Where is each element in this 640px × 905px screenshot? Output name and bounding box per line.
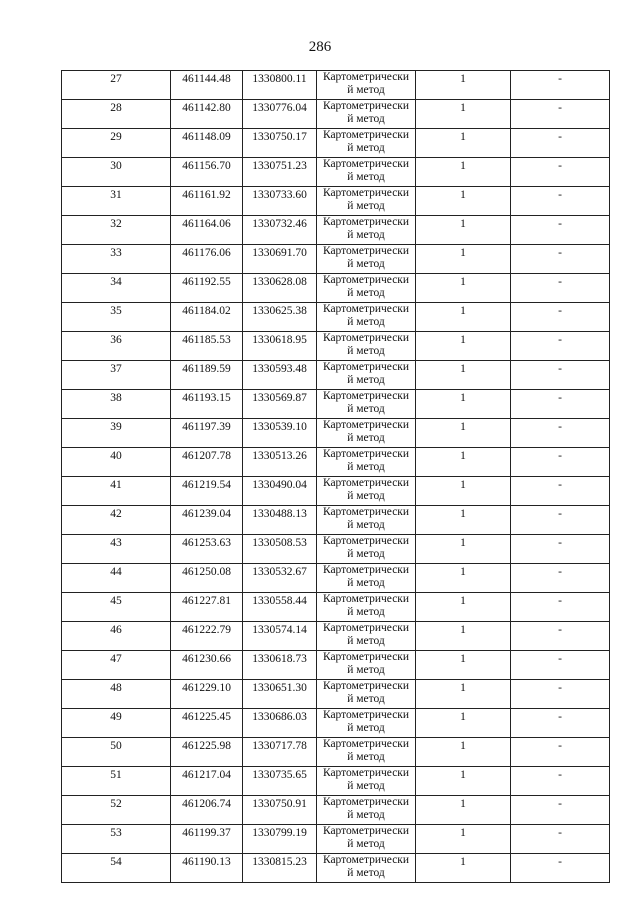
x-coordinate-cell: 461229.10 xyxy=(171,680,243,709)
accuracy-cell: 1 xyxy=(416,796,511,825)
method-text-line1: Картометрически xyxy=(322,796,410,808)
method-cell xyxy=(317,216,416,245)
note-cell: - xyxy=(511,448,610,477)
accuracy-cell: 1 xyxy=(416,274,511,303)
method-cell xyxy=(317,535,416,564)
y-coordinate-cell: 1330569.87 xyxy=(243,390,317,419)
point-number-cell: 40 xyxy=(62,448,171,477)
y-coordinate-cell: 1330558.44 xyxy=(243,593,317,622)
point-number-cell: 30 xyxy=(62,158,171,187)
x-coordinate-cell: 461148.09 xyxy=(171,129,243,158)
note-cell: - xyxy=(511,535,610,564)
accuracy-cell: 1 xyxy=(416,738,511,767)
table-row xyxy=(62,158,610,187)
table-row xyxy=(62,709,610,738)
accuracy-cell: 1 xyxy=(416,767,511,796)
table-row xyxy=(62,680,610,709)
method-cell xyxy=(317,361,416,390)
accuracy-cell: 1 xyxy=(416,448,511,477)
note-cell: - xyxy=(511,593,610,622)
table-row xyxy=(62,187,610,216)
accuracy-cell: 1 xyxy=(416,216,511,245)
point-number-cell: 28 xyxy=(62,100,171,129)
x-coordinate-cell: 461217.04 xyxy=(171,767,243,796)
method-text-line2: й метод xyxy=(347,286,385,299)
method-text-line2: й метод xyxy=(347,866,385,879)
method-text-line1: Картометрически xyxy=(322,680,410,692)
x-coordinate-cell: 461225.45 xyxy=(171,709,243,738)
note-cell: - xyxy=(511,506,610,535)
x-coordinate-cell: 461189.59 xyxy=(171,361,243,390)
x-coordinate-cell: 461144.48 xyxy=(171,71,243,100)
point-number-cell: 41 xyxy=(62,477,171,506)
method-text-line2: й метод xyxy=(347,112,385,125)
note-cell: - xyxy=(511,738,610,767)
method-text-line2: й метод xyxy=(347,315,385,328)
y-coordinate-cell: 1330593.48 xyxy=(243,361,317,390)
method-cell xyxy=(317,390,416,419)
method-text-line1: Картометрически xyxy=(322,854,410,866)
method-cell xyxy=(317,854,416,883)
point-number-cell: 39 xyxy=(62,419,171,448)
method-cell xyxy=(317,796,416,825)
note-cell: - xyxy=(511,854,610,883)
point-number-cell: 46 xyxy=(62,622,171,651)
method-cell xyxy=(317,564,416,593)
x-coordinate-cell: 461142.80 xyxy=(171,100,243,129)
point-number-cell: 34 xyxy=(62,274,171,303)
y-coordinate-cell: 1330651.30 xyxy=(243,680,317,709)
point-number-cell: 37 xyxy=(62,361,171,390)
method-cell xyxy=(317,651,416,680)
point-number-cell: 29 xyxy=(62,129,171,158)
accuracy-cell: 1 xyxy=(416,854,511,883)
y-coordinate-cell: 1330625.38 xyxy=(243,303,317,332)
note-cell: - xyxy=(511,419,610,448)
method-text-line1: Картометрически xyxy=(322,274,410,286)
note-cell: - xyxy=(511,651,610,680)
note-cell: - xyxy=(511,332,610,361)
table-row xyxy=(62,274,610,303)
method-text-line1: Картометрически xyxy=(322,390,410,402)
method-text-line2: й метод xyxy=(347,663,385,676)
accuracy-cell: 1 xyxy=(416,825,511,854)
table-row xyxy=(62,564,610,593)
table-row xyxy=(62,216,610,245)
method-text-line1: Картометрически xyxy=(322,825,410,837)
y-coordinate-cell: 1330733.60 xyxy=(243,187,317,216)
y-coordinate-cell: 1330628.08 xyxy=(243,274,317,303)
table-row xyxy=(62,245,610,274)
note-cell: - xyxy=(511,274,610,303)
method-text-line2: й метод xyxy=(347,605,385,618)
method-cell xyxy=(317,767,416,796)
table-row xyxy=(62,303,610,332)
y-coordinate-cell: 1330776.04 xyxy=(243,100,317,129)
x-coordinate-cell: 461176.06 xyxy=(171,245,243,274)
method-cell xyxy=(317,129,416,158)
table-row xyxy=(62,332,610,361)
accuracy-cell: 1 xyxy=(416,506,511,535)
x-coordinate-cell: 461227.81 xyxy=(171,593,243,622)
point-number-cell: 50 xyxy=(62,738,171,767)
method-text-line2: й метод xyxy=(347,518,385,531)
accuracy-cell: 1 xyxy=(416,187,511,216)
method-cell xyxy=(317,825,416,854)
note-cell: - xyxy=(511,477,610,506)
y-coordinate-cell: 1330574.14 xyxy=(243,622,317,651)
method-cell xyxy=(317,622,416,651)
table-row xyxy=(62,100,610,129)
method-text-line2: й метод xyxy=(347,489,385,502)
point-number-cell: 48 xyxy=(62,680,171,709)
point-number-cell: 32 xyxy=(62,216,171,245)
point-number-cell: 52 xyxy=(62,796,171,825)
method-cell xyxy=(317,71,416,100)
x-coordinate-cell: 461230.66 xyxy=(171,651,243,680)
method-cell xyxy=(317,100,416,129)
accuracy-cell: 1 xyxy=(416,593,511,622)
table-row xyxy=(62,854,610,883)
y-coordinate-cell: 1330686.03 xyxy=(243,709,317,738)
note-cell: - xyxy=(511,796,610,825)
accuracy-cell: 1 xyxy=(416,419,511,448)
note-cell: - xyxy=(511,129,610,158)
method-cell xyxy=(317,158,416,187)
table-row xyxy=(62,535,610,564)
y-coordinate-cell: 1330717.78 xyxy=(243,738,317,767)
x-coordinate-cell: 461207.78 xyxy=(171,448,243,477)
x-coordinate-cell: 461156.70 xyxy=(171,158,243,187)
method-cell xyxy=(317,506,416,535)
method-text-line2: й метод xyxy=(347,750,385,763)
method-text-line2: й метод xyxy=(347,692,385,705)
accuracy-cell: 1 xyxy=(416,100,511,129)
y-coordinate-cell: 1330691.70 xyxy=(243,245,317,274)
table-row xyxy=(62,448,610,477)
method-text-line2: й метод xyxy=(347,402,385,415)
accuracy-cell: 1 xyxy=(416,680,511,709)
table-row xyxy=(62,651,610,680)
method-cell xyxy=(317,245,416,274)
method-text-line1: Картометрически xyxy=(322,564,410,576)
accuracy-cell: 1 xyxy=(416,564,511,593)
method-text-line2: й метод xyxy=(347,431,385,444)
accuracy-cell: 1 xyxy=(416,477,511,506)
method-text-line1: Картометрически xyxy=(322,477,410,489)
x-coordinate-cell: 461206.74 xyxy=(171,796,243,825)
method-text-line1: Картометрически xyxy=(322,767,410,779)
table-row xyxy=(62,593,610,622)
method-cell xyxy=(317,593,416,622)
x-coordinate-cell: 461225.98 xyxy=(171,738,243,767)
y-coordinate-cell: 1330800.11 xyxy=(243,71,317,100)
accuracy-cell: 1 xyxy=(416,303,511,332)
table-row xyxy=(62,738,610,767)
method-text-line1: Картометрически xyxy=(322,332,410,344)
point-number-cell: 33 xyxy=(62,245,171,274)
x-coordinate-cell: 461164.06 xyxy=(171,216,243,245)
table-row xyxy=(62,71,610,100)
method-text-line1: Картометрически xyxy=(322,738,410,750)
table-row xyxy=(62,419,610,448)
method-text-line1: Картометрически xyxy=(322,448,410,460)
method-text-line2: й метод xyxy=(347,721,385,734)
method-text-line2: й метод xyxy=(347,228,385,241)
y-coordinate-cell: 1330799.19 xyxy=(243,825,317,854)
y-coordinate-cell: 1330513.26 xyxy=(243,448,317,477)
method-text-line1: Картометрически xyxy=(322,303,410,315)
y-coordinate-cell: 1330751.23 xyxy=(243,158,317,187)
method-cell xyxy=(317,419,416,448)
point-number-cell: 27 xyxy=(62,71,171,100)
method-text-line1: Картометрически xyxy=(322,158,410,170)
method-text-line2: й метод xyxy=(347,779,385,792)
table-row xyxy=(62,506,610,535)
method-text-line2: й метод xyxy=(347,460,385,473)
accuracy-cell: 1 xyxy=(416,129,511,158)
method-text-line2: й метод xyxy=(347,199,385,212)
x-coordinate-cell: 461239.04 xyxy=(171,506,243,535)
y-coordinate-cell: 1330539.10 xyxy=(243,419,317,448)
accuracy-cell: 1 xyxy=(416,245,511,274)
point-number-cell: 54 xyxy=(62,854,171,883)
method-text-line1: Картометрически xyxy=(322,361,410,373)
y-coordinate-cell: 1330735.65 xyxy=(243,767,317,796)
point-number-cell: 53 xyxy=(62,825,171,854)
accuracy-cell: 1 xyxy=(416,332,511,361)
note-cell: - xyxy=(511,390,610,419)
x-coordinate-cell: 461190.13 xyxy=(171,854,243,883)
method-cell xyxy=(317,332,416,361)
note-cell: - xyxy=(511,187,610,216)
x-coordinate-cell: 461197.39 xyxy=(171,419,243,448)
x-coordinate-cell: 461219.54 xyxy=(171,477,243,506)
x-coordinate-cell: 461193.15 xyxy=(171,390,243,419)
note-cell: - xyxy=(511,303,610,332)
y-coordinate-cell: 1330508.53 xyxy=(243,535,317,564)
method-text-line1: Картометрически xyxy=(322,593,410,605)
table-row xyxy=(62,767,610,796)
method-text-line2: й метод xyxy=(347,576,385,589)
accuracy-cell: 1 xyxy=(416,709,511,738)
note-cell: - xyxy=(511,622,610,651)
method-cell xyxy=(317,274,416,303)
method-text-line1: Картометрически xyxy=(322,651,410,663)
method-text-line1: Картометрически xyxy=(322,216,410,228)
note-cell: - xyxy=(511,361,610,390)
method-text-line2: й метод xyxy=(347,344,385,357)
y-coordinate-cell: 1330618.73 xyxy=(243,651,317,680)
method-text-line2: й метод xyxy=(347,170,385,183)
x-coordinate-cell: 461253.63 xyxy=(171,535,243,564)
table-row xyxy=(62,390,610,419)
method-text-line2: й метод xyxy=(347,83,385,96)
y-coordinate-cell: 1330490.04 xyxy=(243,477,317,506)
table-row xyxy=(62,622,610,651)
note-cell: - xyxy=(511,71,610,100)
method-text-line1: Картометрически xyxy=(322,187,410,199)
x-coordinate-cell: 461184.02 xyxy=(171,303,243,332)
point-number-cell: 44 xyxy=(62,564,171,593)
point-number-cell: 42 xyxy=(62,506,171,535)
table-row xyxy=(62,825,610,854)
y-coordinate-cell: 1330532.67 xyxy=(243,564,317,593)
note-cell: - xyxy=(511,767,610,796)
method-text-line1: Картометрически xyxy=(322,419,410,431)
point-number-cell: 51 xyxy=(62,767,171,796)
x-coordinate-cell: 461161.92 xyxy=(171,187,243,216)
y-coordinate-cell: 1330732.46 xyxy=(243,216,317,245)
table-row xyxy=(62,796,610,825)
method-text-line1: Картометрически xyxy=(322,535,410,547)
point-number-cell: 45 xyxy=(62,593,171,622)
point-number-cell: 49 xyxy=(62,709,171,738)
accuracy-cell: 1 xyxy=(416,622,511,651)
coordinate-table xyxy=(61,70,610,883)
method-cell xyxy=(317,187,416,216)
method-text-line2: й метод xyxy=(347,547,385,560)
method-text-line2: й метод xyxy=(347,808,385,821)
method-text-line1: Картометрически xyxy=(322,506,410,518)
note-cell: - xyxy=(511,100,610,129)
method-text-line1: Картометрически xyxy=(322,709,410,721)
method-cell xyxy=(317,680,416,709)
method-text-line2: й метод xyxy=(347,141,385,154)
method-cell xyxy=(317,303,416,332)
accuracy-cell: 1 xyxy=(416,361,511,390)
y-coordinate-cell: 1330488.13 xyxy=(243,506,317,535)
method-cell xyxy=(317,709,416,738)
y-coordinate-cell: 1330750.17 xyxy=(243,129,317,158)
accuracy-cell: 1 xyxy=(416,390,511,419)
accuracy-cell: 1 xyxy=(416,158,511,187)
table-row xyxy=(62,361,610,390)
y-coordinate-cell: 1330750.91 xyxy=(243,796,317,825)
method-text-line1: Картометрически xyxy=(322,129,410,141)
x-coordinate-cell: 461199.37 xyxy=(171,825,243,854)
method-text-line2: й метод xyxy=(347,634,385,647)
page-number: 286 xyxy=(308,39,332,55)
method-text-line2: й метод xyxy=(347,257,385,270)
accuracy-cell: 1 xyxy=(416,535,511,564)
table-row xyxy=(62,477,610,506)
note-cell: - xyxy=(511,158,610,187)
coordinate-table-body xyxy=(62,71,610,883)
accuracy-cell: 1 xyxy=(416,71,511,100)
method-text-line2: й метод xyxy=(347,837,385,850)
accuracy-cell: 1 xyxy=(416,651,511,680)
point-number-cell: 35 xyxy=(62,303,171,332)
method-cell xyxy=(317,738,416,767)
x-coordinate-cell: 461192.55 xyxy=(171,274,243,303)
method-text-line1: Картометрически xyxy=(322,622,410,634)
note-cell: - xyxy=(511,709,610,738)
point-number-cell: 43 xyxy=(62,535,171,564)
method-cell xyxy=(317,448,416,477)
method-cell xyxy=(317,477,416,506)
note-cell: - xyxy=(511,245,610,274)
point-number-cell: 47 xyxy=(62,651,171,680)
point-number-cell: 38 xyxy=(62,390,171,419)
x-coordinate-cell: 461222.79 xyxy=(171,622,243,651)
method-text-line1: Картометрически xyxy=(322,100,410,112)
table-row xyxy=(62,129,610,158)
note-cell: - xyxy=(511,216,610,245)
method-text-line1: Картометрически xyxy=(322,71,410,83)
note-cell: - xyxy=(511,825,610,854)
method-text-line2: й метод xyxy=(347,373,385,386)
y-coordinate-cell: 1330815.23 xyxy=(243,854,317,883)
x-coordinate-cell: 461250.08 xyxy=(171,564,243,593)
note-cell: - xyxy=(511,680,610,709)
note-cell: - xyxy=(511,564,610,593)
method-text-line1: Картометрически xyxy=(322,245,410,257)
point-number-cell: 31 xyxy=(62,187,171,216)
x-coordinate-cell: 461185.53 xyxy=(171,332,243,361)
y-coordinate-cell: 1330618.95 xyxy=(243,332,317,361)
point-number-cell: 36 xyxy=(62,332,171,361)
